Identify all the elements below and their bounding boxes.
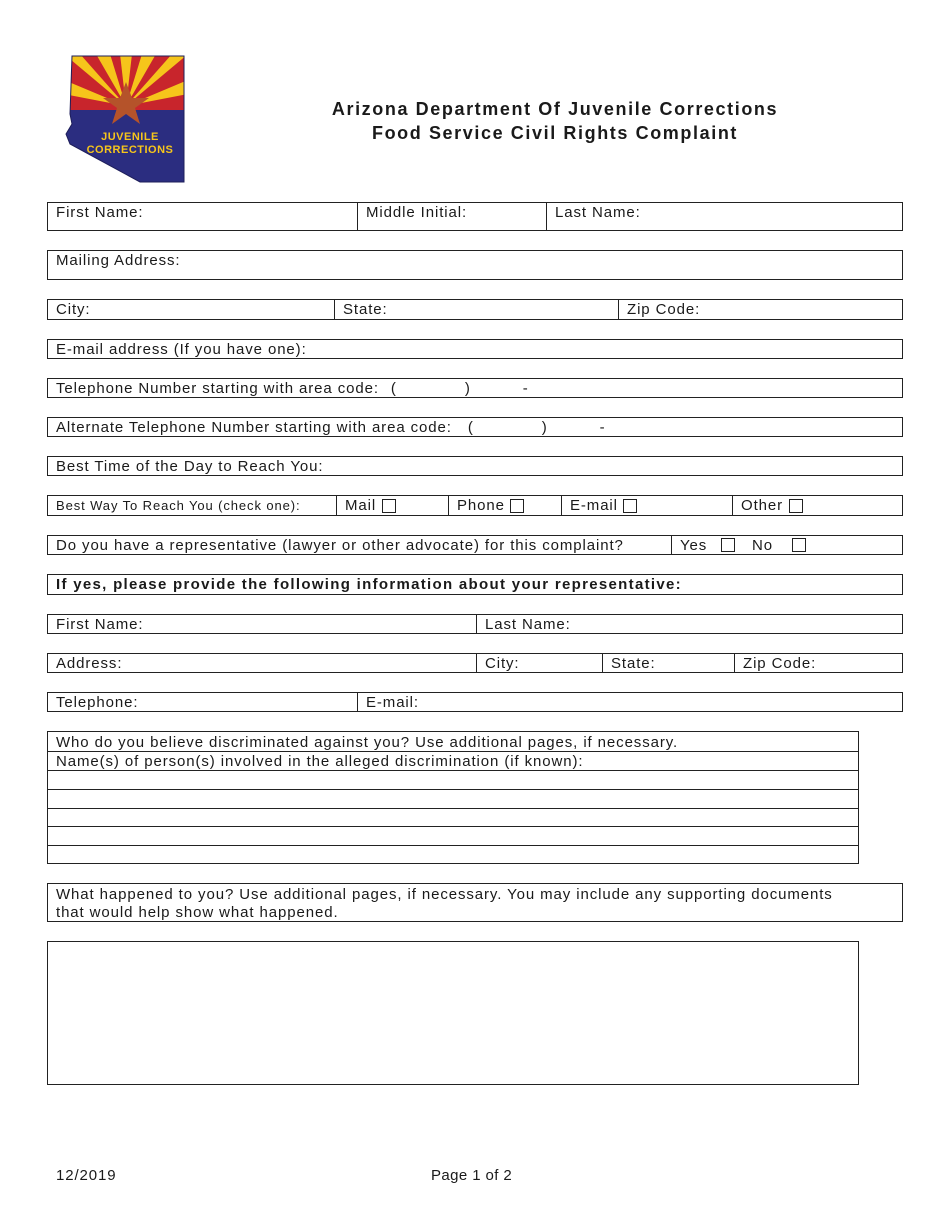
what-happened-textarea[interactable] [47, 941, 859, 1085]
alt-area-code-open: ( [467, 418, 474, 436]
what-happened-line2: that would help show what happened. [56, 904, 339, 921]
telephone-cell [48, 379, 902, 397]
footer-page-number: Page 1 of 2 [431, 1167, 513, 1184]
state-label: State: [343, 301, 388, 318]
phone-checkbox[interactable] [510, 499, 524, 513]
who-question: Who do you believe discriminated against you? Use additional pages, if necessary. [56, 734, 679, 751]
no-checkbox[interactable] [792, 538, 806, 552]
telephone-field[interactable] [47, 378, 903, 398]
phone-label: Phone [457, 497, 505, 514]
middle-initial-field[interactable] [357, 203, 546, 230]
other-option[interactable] [732, 496, 902, 515]
representative-yes-option[interactable] [671, 536, 747, 554]
rep-state-field[interactable] [602, 654, 734, 672]
telephone-label: Telephone Number starting with area code: [56, 379, 379, 397]
page-title-line2: Food Service Civil Rights Complaint [371, 123, 739, 143]
representative-no-option[interactable] [747, 536, 902, 554]
alternate-telephone-label: Alternate Telephone Number starting with area code: [56, 418, 452, 436]
rep-state-label: State: [611, 654, 656, 672]
rep-email-field[interactable] [357, 693, 902, 711]
zip-code-label: Zip Code: [627, 301, 701, 318]
discrimination-line-1 [48, 751, 858, 752]
arizona-juvenile-corrections-logo [64, 54, 188, 184]
city-state-zip-row [47, 299, 903, 320]
what-happened-line1: What happened to you? Use additional pages, if necessary. You may include any supporting documents [56, 886, 833, 903]
rep-telephone-field[interactable] [48, 693, 357, 711]
rep-address-label: Address: [56, 654, 123, 672]
alt-area-code-close: ) [541, 418, 548, 436]
alternate-telephone-cell [48, 418, 902, 436]
city-label: City: [56, 301, 91, 318]
best-way-label: Best Way To Reach You (check one): [56, 498, 301, 513]
rep-zip-code-label: Zip Code: [743, 654, 817, 672]
page-title-line1: Arizona Department Of Juvenile Corrections [331, 99, 779, 119]
area-code-open: ( [390, 379, 397, 397]
rep-email-label: E-mail: [366, 693, 419, 711]
email-field[interactable] [47, 339, 903, 359]
name-row [47, 202, 903, 231]
email-checkbox[interactable] [623, 499, 637, 513]
phone-option[interactable] [448, 496, 561, 515]
alternate-telephone-field[interactable] [47, 417, 903, 437]
yes-checkbox[interactable] [721, 538, 735, 552]
discrimination-table [47, 731, 859, 864]
rep-contact-row [47, 692, 903, 712]
other-label: Other [741, 497, 784, 514]
email-cell [48, 340, 902, 358]
discrimination-entry-4[interactable] [48, 827, 858, 845]
best-time-label: Best Time of the Day to Reach You: [56, 457, 324, 475]
phone-dash: - [522, 379, 529, 397]
last-name-label: Last Name: [555, 204, 641, 221]
mail-label: Mail [345, 497, 377, 514]
logo-text-line1: JUVENILE [101, 131, 159, 143]
first-name-label: First Name: [56, 204, 144, 221]
middle-initial-label: Middle Initial: [366, 204, 468, 221]
rep-last-name-field[interactable] [476, 615, 902, 633]
email-option[interactable] [561, 496, 732, 515]
representative-question-cell [48, 536, 671, 554]
rep-zip-code-field[interactable] [734, 654, 902, 672]
rep-name-row [47, 614, 903, 634]
other-checkbox[interactable] [789, 499, 803, 513]
rep-city-label: City: [485, 654, 520, 672]
representative-question: Do you have a representative (lawyer or other advocate) for this complaint? [56, 536, 624, 554]
logo-text-line2: CORRECTIONS [86, 144, 174, 156]
rep-city-field[interactable] [476, 654, 602, 672]
mailing-address-label: Mailing Address: [56, 252, 181, 269]
what-happened-header [47, 883, 903, 922]
mail-option[interactable] [336, 496, 448, 515]
representative-row [47, 535, 903, 555]
rep-address-field[interactable] [48, 654, 476, 672]
best-way-cell [48, 496, 336, 515]
rep-first-name-field[interactable] [48, 615, 476, 633]
area-code-close: ) [464, 379, 471, 397]
zip-code-field[interactable] [618, 300, 902, 319]
rep-last-name-label: Last Name: [485, 615, 571, 633]
mail-checkbox[interactable] [382, 499, 396, 513]
no-label: No [752, 536, 773, 554]
discrimination-entry-3[interactable] [48, 809, 858, 826]
names-question: Name(s) of person(s) involved in the alleged discrimination (if known): [56, 753, 584, 770]
best-way-row [47, 495, 903, 516]
best-time-field[interactable] [47, 456, 903, 476]
representative-header-text: If yes, please provide the following information about your representative: [56, 576, 682, 593]
email-label: E-mail address (If you have one): [56, 340, 307, 358]
rep-address-row [47, 653, 903, 673]
discrimination-entry-5[interactable] [48, 846, 858, 864]
mailing-address-field[interactable] [47, 250, 903, 280]
last-name-field[interactable] [546, 203, 902, 230]
discrimination-entry-2[interactable] [48, 790, 858, 808]
city-field[interactable] [48, 300, 334, 319]
best-time-cell [48, 457, 902, 475]
representative-header-cell [48, 575, 902, 594]
rep-telephone-label: Telephone: [56, 693, 139, 711]
representative-header [47, 574, 903, 595]
alt-phone-dash: - [599, 418, 606, 436]
yes-label: Yes [680, 536, 708, 554]
footer-date: 12/2019 [56, 1167, 117, 1184]
rep-first-name-label: First Name: [56, 615, 144, 633]
email-option-label: E-mail [570, 497, 618, 514]
first-name-field[interactable] [48, 203, 357, 230]
mailing-address-cell [48, 251, 902, 279]
state-field[interactable] [334, 300, 618, 319]
discrimination-entry-1[interactable] [48, 771, 858, 789]
